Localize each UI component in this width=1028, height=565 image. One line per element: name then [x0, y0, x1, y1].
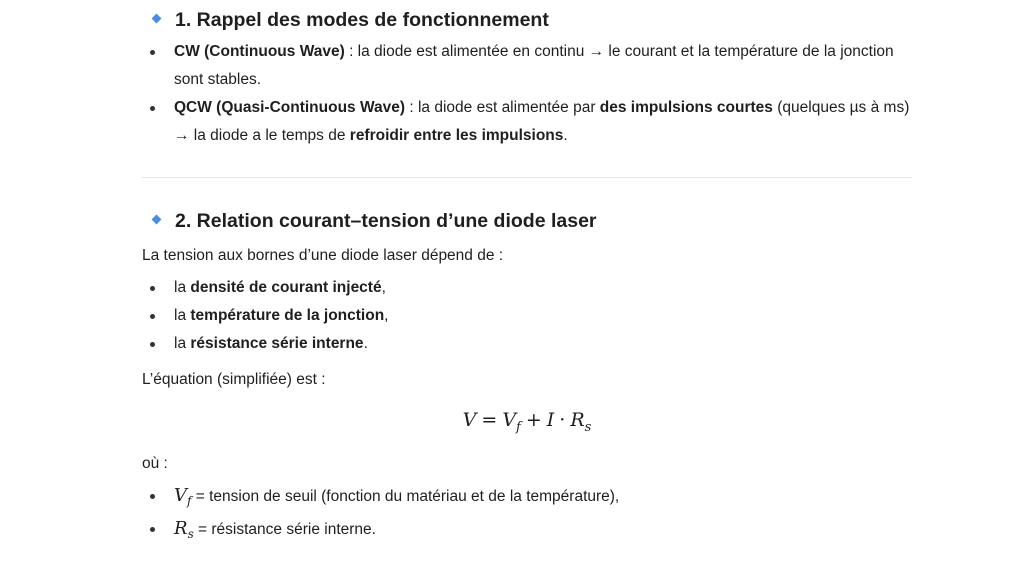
section-2-intro: La tension aux bornes d’une diode laser dépend de : [142, 247, 504, 264]
diamond-bullet-icon [152, 215, 162, 225]
section-1-title: 1. Rappel des modes de fonctionnement [175, 9, 549, 31]
symbol-vf [174, 485, 192, 509]
definition-vf [142, 482, 912, 515]
section-2-heading [142, 207, 945, 235]
item-suffix: , [384, 307, 389, 324]
symbol-sub: s [187, 527, 194, 542]
item-bold: résistance série interne [190, 335, 364, 352]
equation-i: I [546, 409, 555, 431]
qcw-bold-2: des impulsions courtes [599, 99, 773, 116]
item-prefix: la [174, 307, 191, 324]
equation [142, 405, 912, 443]
definitions-list [142, 482, 912, 548]
section-1-heading [142, 6, 945, 34]
qcw-text-3: . [563, 127, 568, 144]
qcw-bold-3: refroidir entre les impulsions [349, 127, 564, 144]
list-item [142, 274, 912, 302]
qcw-text-1: : la diode est alimentée par [405, 99, 600, 116]
symbol-main: V [174, 485, 187, 506]
symbol-rs [174, 518, 194, 542]
definition-text: = tension de seuil (fonction du matériau et de la température), [191, 488, 620, 505]
symbol-sub: f [187, 494, 192, 509]
equation-vf-sub: f [516, 419, 521, 435]
diamond-bullet-icon [152, 14, 162, 24]
item-bold: température de la jonction [190, 307, 385, 324]
equation-intro: L’équation (simplifiée) est : [142, 371, 326, 388]
where-label: où : [142, 455, 168, 472]
equation-v: V [462, 409, 477, 431]
section-divider [142, 177, 912, 178]
item-bold: densité de courant injecté [190, 279, 382, 296]
cw-description: : la diode est alimentée en continu → le courant et la température de la jonction sont stables. [174, 43, 894, 88]
list-item [142, 302, 912, 330]
list-item-cw [142, 38, 912, 94]
qcw-term: QCW (Quasi-Continuous Wave) [174, 99, 406, 116]
definition-text: = résistance série interne. [193, 521, 376, 539]
equation-equals: = [481, 409, 498, 431]
qcw-text-2: (quelques µs à ms) → la diode a le temps de [174, 99, 910, 144]
equation-vf: V [502, 409, 517, 431]
list-item-qcw [142, 94, 912, 150]
equation-rs-sub: s [584, 419, 592, 435]
item-prefix: la [174, 279, 191, 296]
equation-dot: · [559, 409, 566, 431]
section-2-list [142, 274, 912, 358]
cw-term: CW (Continuous Wave) [174, 43, 345, 60]
definition-rs [142, 515, 912, 548]
section-2-title: 2. Relation courant–tension d’une diode laser [175, 210, 597, 232]
equation-plus: + [525, 409, 542, 431]
section-1-list [142, 38, 912, 150]
item-prefix: la [174, 335, 191, 352]
equation-rs: R [570, 409, 585, 431]
list-item [142, 330, 912, 358]
item-suffix: . [363, 335, 368, 352]
item-suffix: , [381, 279, 386, 296]
symbol-main: R [174, 518, 188, 540]
